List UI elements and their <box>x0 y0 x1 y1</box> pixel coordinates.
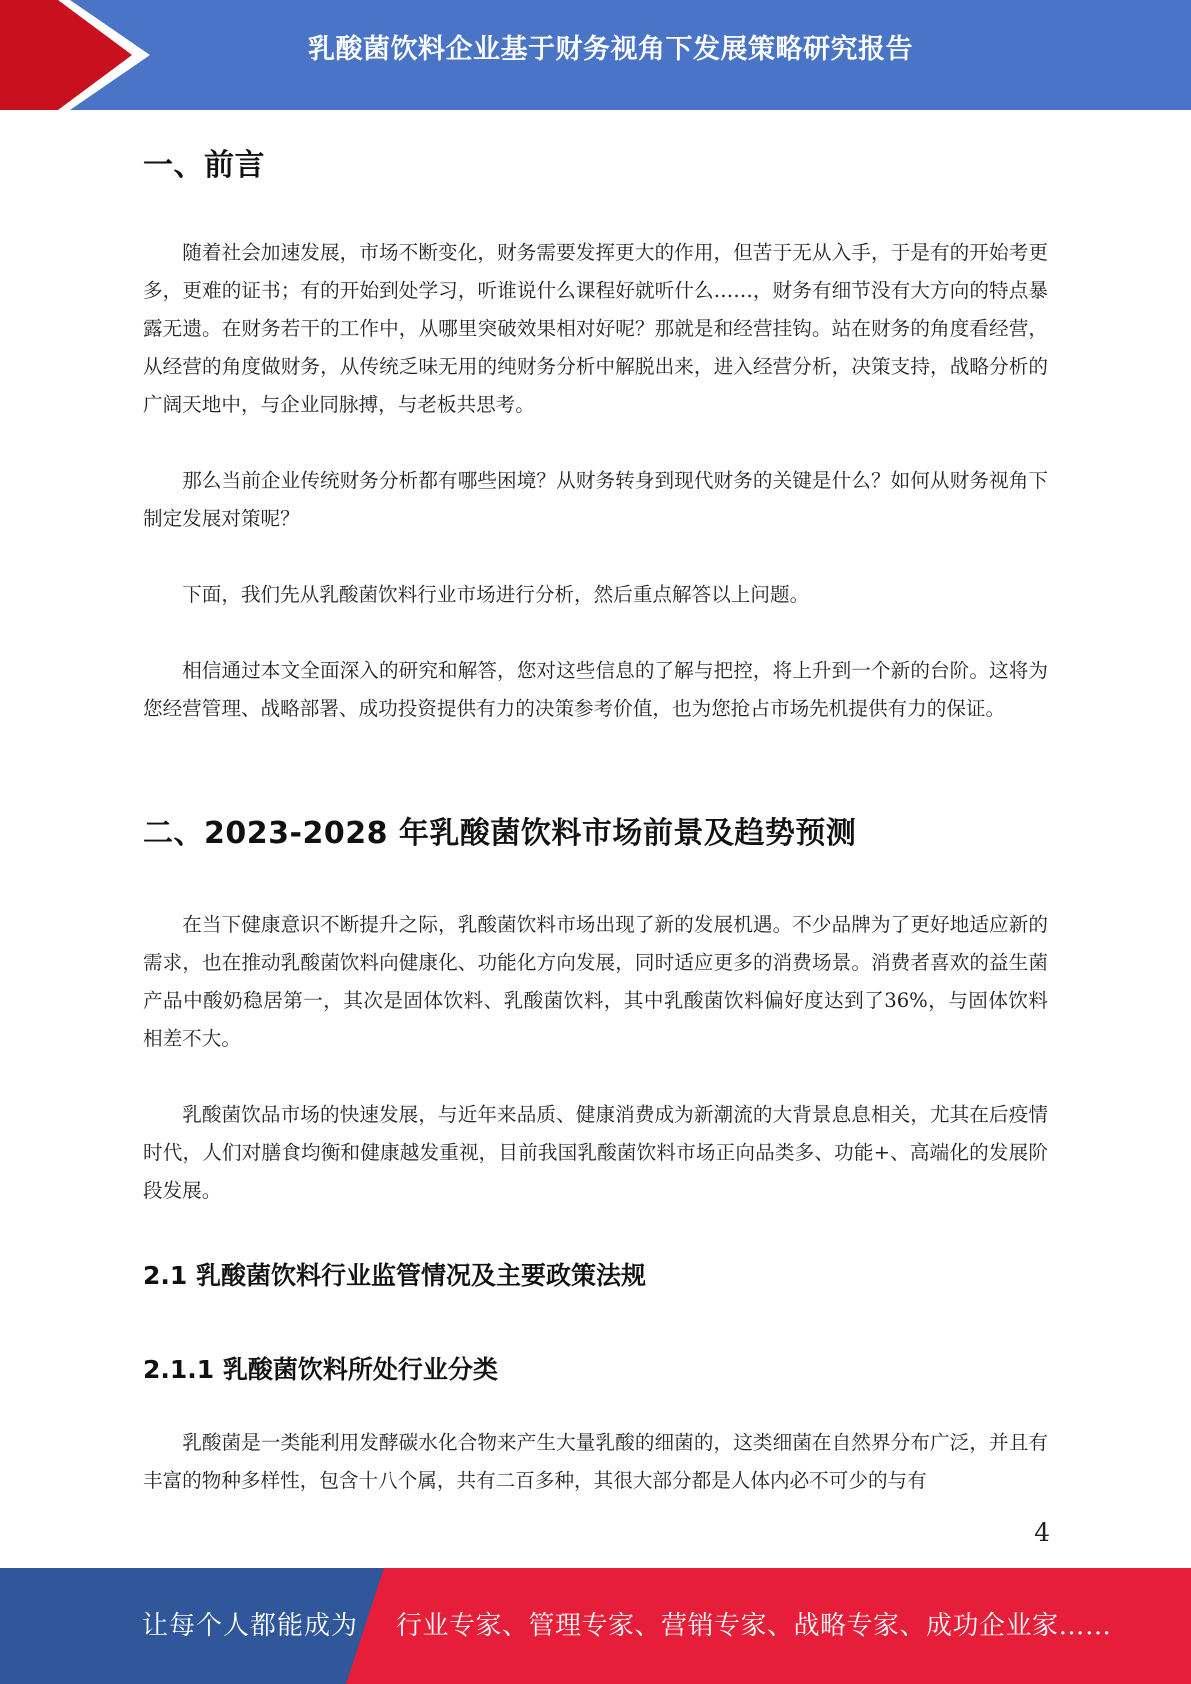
footer-slogan-right: 行业专家、管理专家、营销专家、战略专家、成功企业家…… <box>396 1611 1112 1641</box>
paragraph: 下面，我们先从乳酸菌饮料行业市场进行分析，然后重点解答以上问题。 <box>182 583 810 606</box>
paragraph: 乳酸菌饮品市场的快速发展，与近年来品质、健康消费成为新潮流的大背景息息相关，尤其在后疫情时代，人们对膳食均衡和健康越发重视，目前我国乳酸菌饮料市场正向品类多、功能+、高端化的发展阶段发展。 <box>143 1103 1048 1202</box>
report-title: 乳酸菌饮料企业基于财务视角下发展策略研究报告 <box>308 34 913 65</box>
footer-slogan-left: 让每个人都能成为 <box>142 1611 359 1641</box>
footer-banner <box>0 1568 1191 1684</box>
paragraph: 在当下健康意识不断提升之际，乳酸菌饮料市场出现了新的发展机遇。不少品牌为了更好地适应新的需求，也在推动乳酸菌饮料向健康化、功能化方向发展，同时适应更多的消费场景。消费者喜欢的益生菌产品中酸奶稳居第一，其次是固体饮料、乳酸菌饮料，其中乳酸菌饮料偏好度达到了36%，与固体饮料相差不大。 <box>143 913 1048 1050</box>
section-heading-market-forecast: 二、2023-2028 年乳酸菌饮料市场前景及趋势预测 <box>143 816 857 851</box>
subsubsection-heading: 2.1.1 乳酸菌饮料所处行业分类 <box>143 1355 498 1384</box>
subsection-heading: 2.1 乳酸菌饮料行业监管情况及主要政策法规 <box>143 1261 646 1290</box>
section-heading-preface: 一、前言 <box>143 148 265 183</box>
paragraph: 那么当前企业传统财务分析都有哪些困境？从财务转身到现代财务的关键是什么？如何从财务视角下制定发展对策呢？ <box>143 469 1048 530</box>
page-number: 4 <box>1034 1518 1050 1547</box>
paragraph: 乳酸菌是一类能利用发酵碳水化合物来产生大量乳酸的细菌的，这类细菌在自然界分布广泛，并且有丰富的物种多样性，包含十八个属，共有二百多种，其很大部分都是人体内必不可少的与有 <box>143 1431 1048 1492</box>
paragraph: 相信通过本文全面深入的研究和解答，您对这些信息的了解与把控，将上升到一个新的台阶。这将为您经营管理、战略部署、成功投资提供有力的决策参考价值，也为您抢占市场先机提供有力的保证。 <box>143 659 1048 720</box>
paragraph: 随着社会加速发展，市场不断变化，财务需要发挥更大的作用，但苦于无从入手，于是有的开始考更多，更难的证书；有的开始到处学习，听谁说什么课程好就听什么……，财务有细节没有大方向的特点暴露无遗。在财务若干的工作中，从哪里突破效果相对好呢？那就是和经营挂钩。站在财务的角度看经营，从经营的角度做财务，从传统乏味无用的纯财务分析中解脱出来，进入经营分析，决策支持，战略分析的广阔天地中，与企业同脉搏，与老板共思考。 <box>143 241 1048 416</box>
header-banner <box>0 0 1191 110</box>
header-chevron-decoration <box>0 0 160 110</box>
